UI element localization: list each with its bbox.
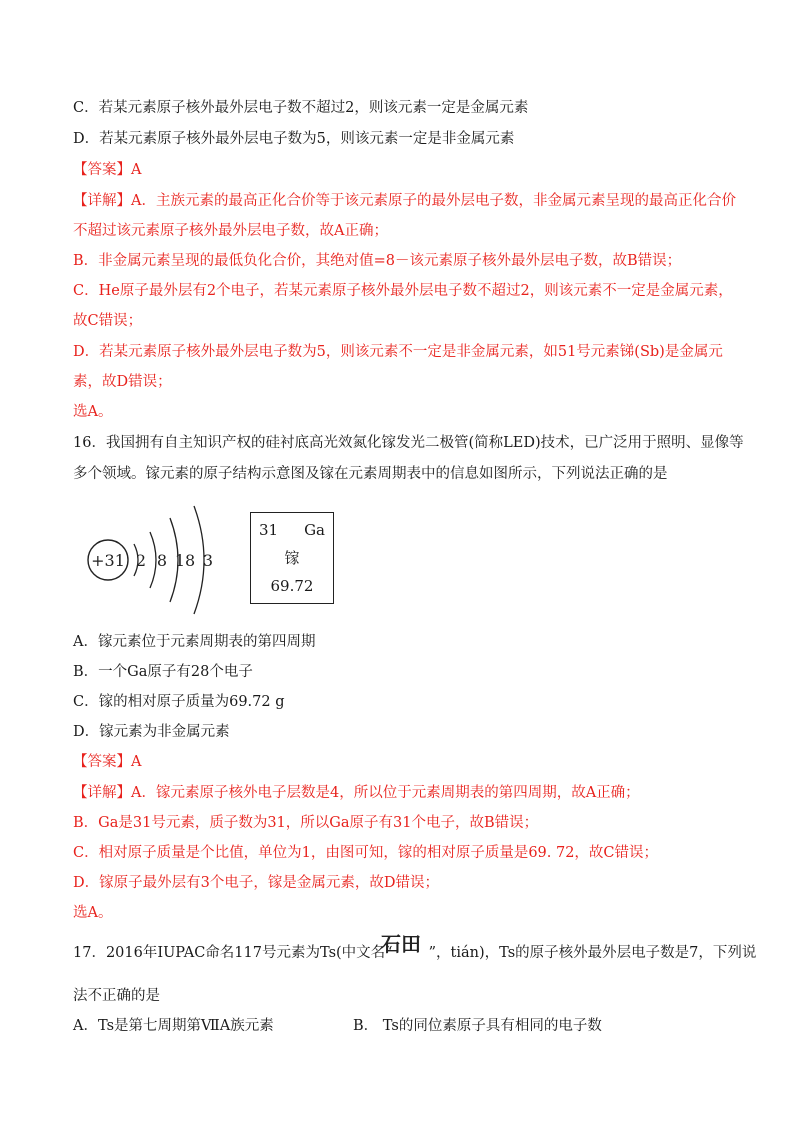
tian-character-image: 石田 [381,932,421,956]
electron-shell-arc [150,532,156,588]
q15-conclusion: 选A。 [73,404,113,420]
q15-option-d: D．若某元素原子核外最外层电子数为5，则该元素一定是非金属元素 [73,131,515,147]
shell-electron-count: 8 [156,551,168,570]
shell-electron-count: 2 [135,551,147,570]
periodic-table-cell [250,512,334,604]
q17-stem-part2: ”，tián)，Ts的原子核外最外层电子数是7，下列说 [428,945,757,961]
q16-option: A．镓元素位于元素周期表的第四周期 [73,634,316,650]
q15-detail-line: 素，故D错误； [73,374,172,390]
q16-stem-line: 16．我国拥有自主知识产权的硅衬底高光效氮化镓发光二极管(简称LED)技术，已广泛用于照明、显像等 [73,435,744,451]
q15-detail-line: 【详解】A．主族元素的最高正化合价等于该元素原子的最外层电子数，非金属元素呈现的最高正化合价 [73,193,736,209]
q15-answer: 【答案】A [73,162,142,178]
q16-conclusion: 选A。 [73,905,113,921]
q15-option-c: C．若某元素原子核外最外层电子数不超过2，则该元素一定是金属元素 [73,100,529,116]
q15-detail-line: C．He原子最外层有2个电子，若某元素原子核外最外层电子数不超过2，则该元素不一定是金属元素， [73,283,733,299]
q16-detail-line: D．镓原子最外层有3个电子，镓是金属元素，故D错误； [73,875,439,891]
q17-stem-part1: 17．2016年IUPAC命名117号元素为Ts(中文名“ [73,945,393,961]
q16-detail-line: C．相对原子质量是个比值，单位为1，由图可知，镓的相对原子质量是69. 72，故C错误； [73,845,659,861]
q15-detail-line: B．非金属元素呈现的最低负化合价，其绝对值=8－该元素原子核外最外层电子数，故B错误； [73,253,682,269]
q16-detail-line: 【详解】A．镓元素原子核外电子层数是4，所以位于元素周期表的第四周期，故A正确； [73,785,640,801]
q16-stem-line: 多个领域。镓元素的原子结构示意图及镓在元素周期表中的信息如图所示，下列说法正确的是 [73,466,668,482]
q16-answer: 【答案】A [73,754,142,770]
nucleus-charge: +31 [91,551,125,570]
gallium-atom-structure-diagram [84,500,234,620]
q16-option: C．镓的相对原子质量为69.72 g [73,694,285,710]
atomic-number: 31 [259,521,279,539]
shell-electron-count: 3 [202,551,214,570]
element-name: 镓 [284,549,300,567]
element-symbol: Ga [304,521,325,539]
q16-detail-line: B．Ga是31号元素，质子数为31，所以Ga原子有31个电子，故B错误； [73,815,539,831]
q17-option-a: A．Ts是第七周期第ⅦA族元素 [73,1018,274,1034]
q15-detail-line: D．若某元素原子核外最外层电子数为5，则该元素不一定是非金属元素，如51号元素锑(Sb)是金属元 [73,344,723,360]
q15-detail-line: 不超过该元素原子核外最外层电子数，故A正确； [73,223,388,239]
q16-option: D．镓元素为非金属元素 [73,724,230,740]
q17-stem-line: 法不正确的是 [73,988,160,1004]
q17-option-b: B． Ts的同位素原子具有相同的电子数 [353,1018,602,1034]
shell-electron-count: 18 [174,551,196,570]
q15-detail-line: 故C错误； [73,313,143,329]
atomic-mass: 69.72 [270,577,314,595]
q16-option: B．一个Ga原子有28个电子 [73,664,253,680]
